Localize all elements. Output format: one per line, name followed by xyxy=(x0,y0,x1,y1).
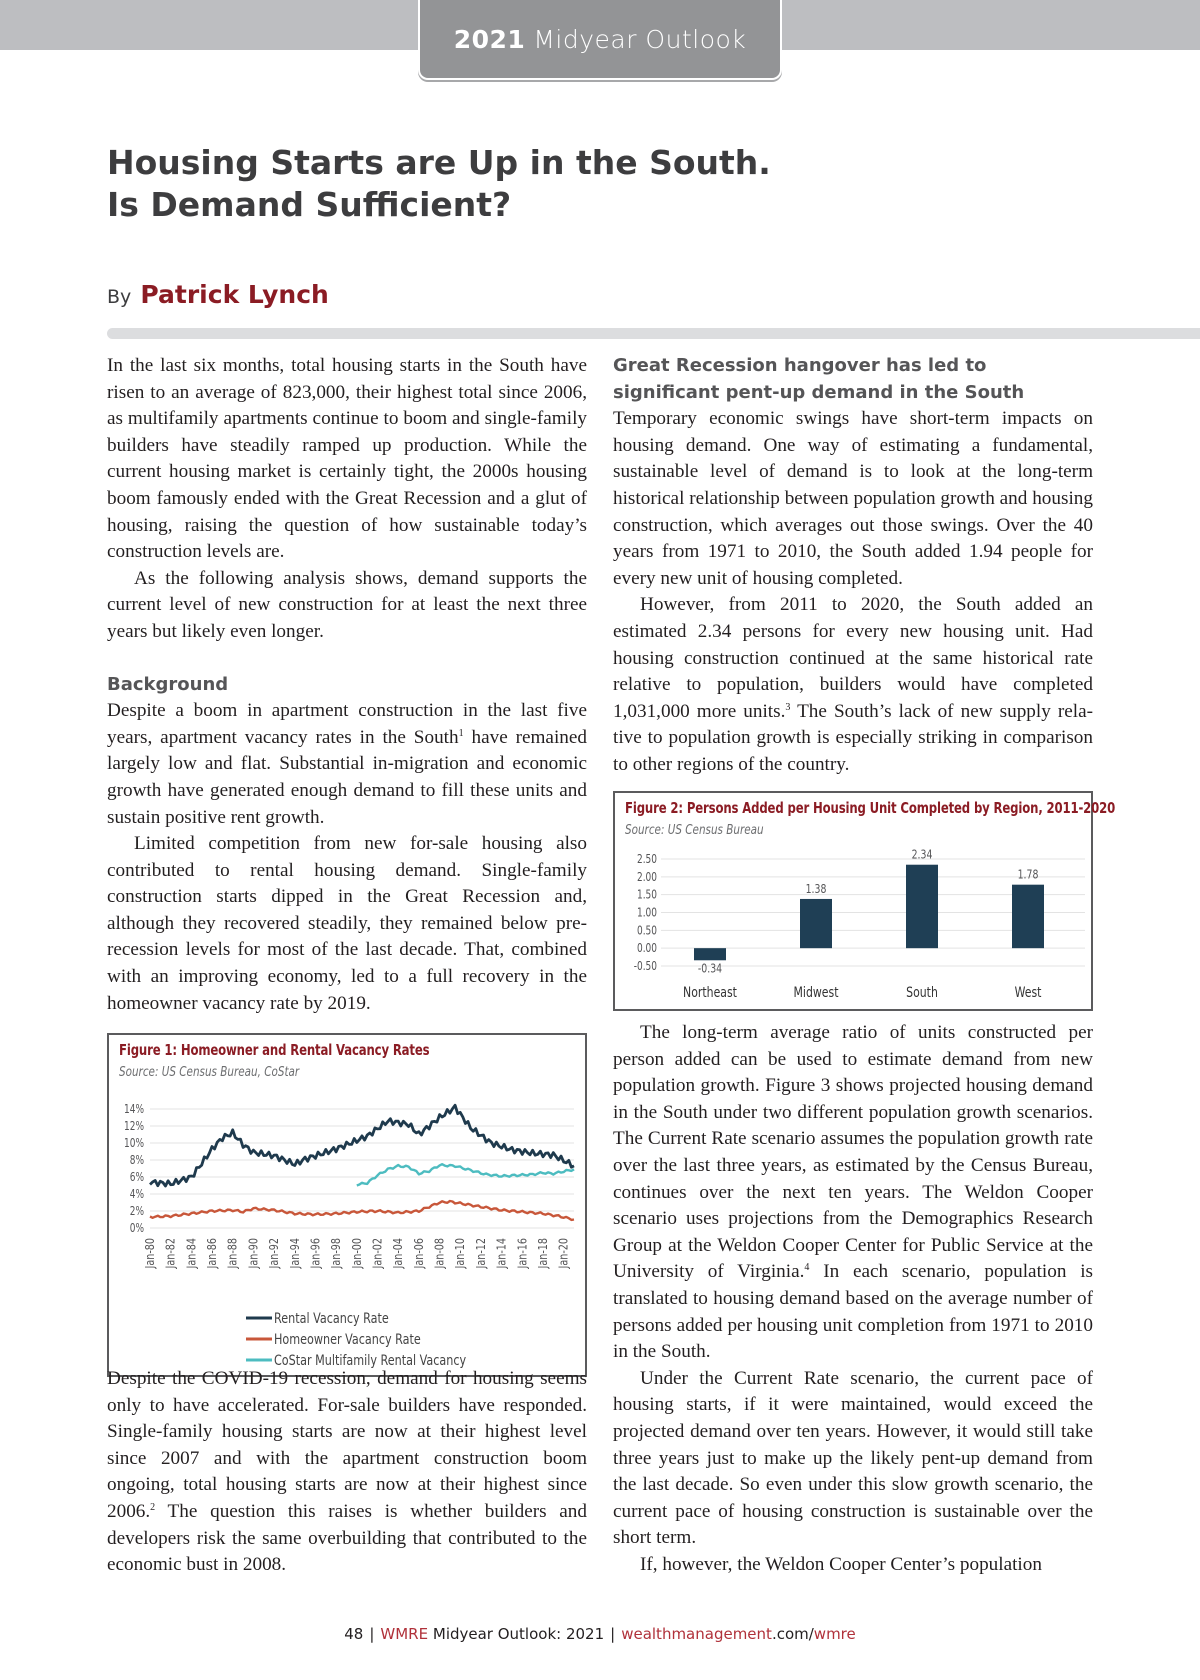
svg-text:Jan-18: Jan-18 xyxy=(535,1238,551,1269)
title-divider xyxy=(107,328,1200,339)
svg-text:Jan-82: Jan-82 xyxy=(163,1238,178,1269)
paragraph: Despite a boom in apartment construction in the last five years, apartment vacancy rates in the South$^1$ have remained largely low and flat. Substantial in-migration and economic growth have generated enough demand to fill these units and sustain positive rent growth. xyxy=(107,700,587,828)
svg-text:Jan-90: Jan-90 xyxy=(246,1238,261,1269)
paragraph: Limited competition from new for-sale housing also contributed to rental housing demand. Single-family construction starts dipped in the Great Recession and, although they recovered steadily, they remained below pre-recession levels for most of the last decade. That, combined with an improving economy, led to a full recovery in the homeowner vacancy rate by 2019. xyxy=(107,833,587,1014)
figure-1-source: Source: US Census Bureau, CoStar xyxy=(119,1065,300,1080)
svg-text:Jan-92: Jan-92 xyxy=(267,1238,282,1269)
svg-text:Jan-04: Jan-04 xyxy=(391,1238,406,1269)
footnote-ref[interactable]: 3 xyxy=(785,701,791,713)
page-number: 48 xyxy=(344,1625,364,1643)
svg-text:2.34: 2.34 xyxy=(911,847,933,863)
article-title xyxy=(107,142,1007,226)
svg-text:1.50: 1.50 xyxy=(636,888,657,903)
svg-text:2.00: 2.00 xyxy=(636,870,657,885)
svg-text:6%: 6% xyxy=(129,1170,144,1185)
title-line-1: Housing Starts are Up in the South. xyxy=(107,143,771,182)
svg-text:Midwest: Midwest xyxy=(793,983,839,1001)
paragraph: However, from 2011 to 2020, the South added an estimated 2.34 persons for every new housing unit. Had housing construction continued at the same historical rate relative to population, builders would have completed 1,031,000 more units.$^3$ The South’s lack of new supply relative to population growth is especially striking in comparison to other regions of the country. xyxy=(613,594,1093,775)
svg-text:Jan-02: Jan-02 xyxy=(370,1238,385,1269)
svg-text:8%: 8% xyxy=(129,1153,144,1168)
left-column-top xyxy=(107,353,587,1017)
svg-text:2%: 2% xyxy=(129,1204,144,1219)
figure-2-chart xyxy=(615,793,1091,1009)
svg-text:-0.50: -0.50 xyxy=(633,959,657,974)
svg-text:CoStar Multifamily Rental Vaca: CoStar Multifamily Rental Vacancy xyxy=(274,1351,467,1369)
svg-text:12%: 12% xyxy=(124,1119,144,1134)
page-footer: 48 | WMRE Midyear Outlook: 2021 | wealthmanagement.com/wmre xyxy=(344,1625,856,1643)
paragraph: As the following analysis shows, demand supports the current level of new construction for at least the next three years but likely even longer. xyxy=(107,567,587,642)
figure-1-title: Figure 1: Homeowner and Rental Vacancy Rates xyxy=(119,1041,430,1059)
svg-text:Jan-06: Jan-06 xyxy=(411,1238,427,1269)
svg-text:Jan-10: Jan-10 xyxy=(453,1238,468,1269)
right-column-bottom xyxy=(613,1020,1093,1578)
footnote-ref[interactable]: 2 xyxy=(150,1501,156,1513)
section-heading-pent-up-demand: Great Recession hangover has led to significant pent-up demand in the South xyxy=(613,355,1025,403)
author-name: Patrick Lynch xyxy=(140,280,329,309)
svg-text:Jan-96: Jan-96 xyxy=(308,1238,323,1269)
svg-text:Jan-14: Jan-14 xyxy=(494,1238,509,1269)
svg-text:Jan-16: Jan-16 xyxy=(515,1238,530,1269)
figure-1-chart xyxy=(109,1035,585,1375)
paragraph: Under the Current Rate scenario, the current pace of housing starts, if it were maintained, would exceed the projected demand over ten years. However, it would still take three years just to make up the likely pent-up demand from the last decade. So even under this slow growth scenario, the current pace of housing construction is sustainable over the short term. xyxy=(613,1367,1093,1549)
svg-text:0.50: 0.50 xyxy=(636,924,657,938)
header-year: 2021 xyxy=(453,24,526,54)
figure-2-title: Figure 2: Persons Added per Housing Unit Completed by Region, 2011-2020 xyxy=(625,799,1116,817)
svg-text:Jan-98: Jan-98 xyxy=(329,1238,344,1269)
svg-text:Jan-08: Jan-08 xyxy=(432,1238,447,1269)
figure-2-source: Source: US Census Bureau xyxy=(625,823,764,838)
svg-text:Jan-00: Jan-00 xyxy=(349,1238,365,1269)
footer-brand: WMRE xyxy=(380,1625,429,1643)
left-column-bottom xyxy=(107,1366,587,1579)
title-line-2: Is Demand Sufficient? xyxy=(107,185,512,224)
svg-text:Jan-88: Jan-88 xyxy=(225,1238,241,1269)
svg-text:Jan-84: Jan-84 xyxy=(184,1238,199,1269)
byline xyxy=(107,280,329,309)
header-tab xyxy=(418,0,782,80)
paragraph: In the last six months, total housing starts in the South have risen to an average of 823,000, their highest total since 2006, as multifamily apartments continue to boom and single-family builders have steadily ramped up production. While the current housing market is certainly tight, the 2000s housing boom famously ended with the Great Recession and a glut of housing, raising the question of how sustainable today’s construction levels are. xyxy=(107,355,587,563)
svg-text:Rental Vacancy Rate: Rental Vacancy Rate xyxy=(274,1309,389,1327)
footer-url[interactable]: wealthmanagement.com/wmre xyxy=(621,1625,856,1643)
svg-text:Jan-12: Jan-12 xyxy=(473,1238,489,1269)
byline-prefix: By xyxy=(107,286,132,308)
figure-2 xyxy=(613,791,1116,1011)
svg-text:14%: 14% xyxy=(124,1102,144,1117)
svg-text:Northeast: Northeast xyxy=(683,983,737,1001)
svg-text:Jan-20: Jan-20 xyxy=(556,1238,571,1269)
svg-text:1.78: 1.78 xyxy=(1017,867,1039,883)
right-column-top xyxy=(613,353,1093,779)
svg-text:0%: 0% xyxy=(129,1221,144,1236)
svg-text:2.50: 2.50 xyxy=(636,852,657,867)
section-heading-background: Background xyxy=(107,673,229,695)
paragraph: Temporary economic swings have short-term impacts on housing demand. One way of estimating a fundamental, sustainable level of demand is to look at the long-term historical relationship between population growth and housing construction, which averages out those swings. Over the 40 years from 1971 to 2010, the South added 1.94 people for every new unit of housing completed. xyxy=(613,408,1093,589)
svg-text:1.00: 1.00 xyxy=(636,906,657,920)
paragraph: If, however, the Weldon Cooper Center’s population xyxy=(640,1553,1042,1575)
svg-text:1.38: 1.38 xyxy=(805,881,827,897)
svg-text:Jan-80: Jan-80 xyxy=(142,1238,158,1269)
svg-text:South: South xyxy=(906,983,938,1001)
svg-text:-0.34: -0.34 xyxy=(697,961,723,976)
svg-text:4%: 4% xyxy=(129,1187,144,1202)
svg-text:Jan-94: Jan-94 xyxy=(287,1238,303,1269)
footnote-ref[interactable]: 4 xyxy=(804,1262,810,1274)
svg-text:Homeowner Vacancy Rate: Homeowner Vacancy Rate xyxy=(274,1330,421,1348)
paragraph: Despite the COVID-19 recession, demand for housing seems only to have accelerated. For-sale builders have responded. Single-family housing starts are now at their highest level since 2007 and with the apartment construction boom ongoing, total housing starts are now at their highest since 2006.$^2$ The question this raises is whether builders and developers risk the same overbuilding that contributed to the economic bust in 2008. xyxy=(107,1368,587,1576)
header-label: Midyear Outlook xyxy=(533,24,747,54)
figure-1 xyxy=(107,1033,587,1377)
footer-publication: Midyear Outlook: 2021 xyxy=(432,1625,605,1643)
svg-text:10%: 10% xyxy=(124,1136,144,1151)
footnote-ref[interactable]: 1 xyxy=(458,727,464,739)
svg-text:West: West xyxy=(1014,983,1042,1001)
svg-text:Jan-86: Jan-86 xyxy=(205,1238,220,1269)
paragraph: The long-term average ratio of units constructed per person added can be used to estimate demand from new population growth. Figure 3 shows projected housing demand in the South under two different population growth scenarios. The Current Rate scenario assumes the population growth rate over the last three years, as estimated by the Census Bureau, continues over the next ten years. The Weldon Cooper scenario uses projections from the Demographics Research Group at the Weldon Cooper Center for Public Service at the University of Virginia.$^4$ In each scenario, population is translated to housing demand based on the average number of persons added per housing unit completion from 1971 to 2010 in the South. xyxy=(613,1022,1093,1363)
svg-text:0.00: 0.00 xyxy=(636,941,657,956)
